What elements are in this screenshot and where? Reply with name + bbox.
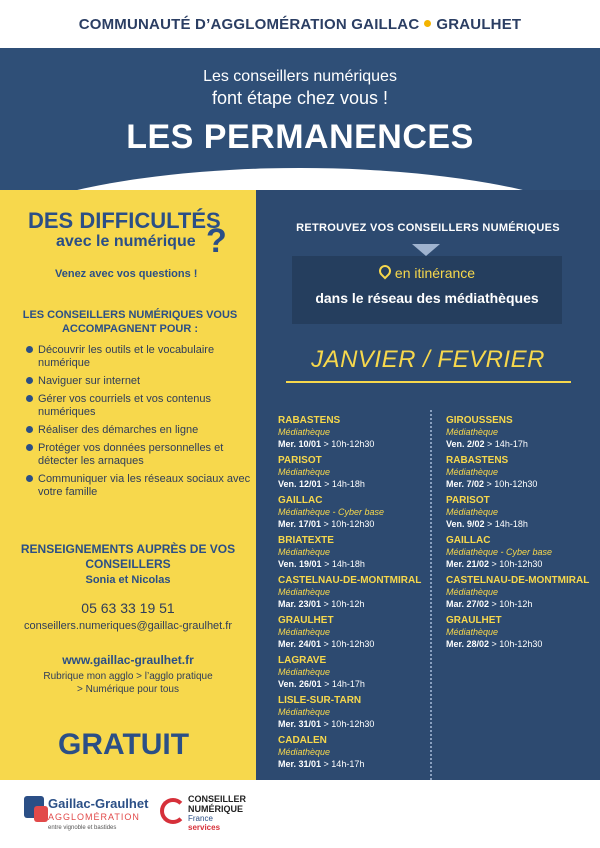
itinerance-line2: dans le réseau des médiathèques [315, 290, 539, 306]
org-name-right: GRAULHET [436, 15, 522, 33]
schedule-entry: LISLE-SUR-TARN Médiathèque Mer. 31/01 > 10h-12h30 [278, 695, 375, 729]
schedule-entry: BRIATEXTE Médiathèque Ven. 19/01 > 14h-18h [278, 535, 365, 569]
period-title: JANVIER / FEVRIER [311, 346, 545, 373]
schedule-entry: RABASTENS Médiathèque Mer. 7/02 > 10h-12h30 [446, 455, 538, 489]
rubrique-line2: > Numérique pour tous [76, 684, 179, 695]
top-banner [0, 0, 600, 48]
schedule-entry: CADALEN Médiathèque Mer. 31/01 > 14h-17h [278, 735, 365, 769]
bullet-icon [26, 395, 33, 402]
bullet-icon [26, 475, 33, 482]
conseiller-numerique-logo: CONSEILLER NUMÉRIQUE France services [160, 792, 280, 838]
bullet-icon [26, 444, 33, 451]
venez-text: Venez avec vos questions ! [55, 268, 198, 280]
triangle-down-icon [412, 244, 440, 256]
bullet-icon [26, 377, 33, 384]
website-link[interactable]: www.gaillac-graulhet.fr [62, 653, 194, 667]
schedule-entry: PARISOT Médiathèque Ven. 12/01 > 14h-18h [278, 455, 365, 489]
renseignements-heading: RENSEIGNEMENTS AUPRÈS DE VOS CONSEILLERS [20, 542, 236, 571]
schedule-entry: RABASTENS Médiathèque Mer. 10/01 > 10h-12h30 [278, 415, 375, 449]
header-line2: font étape chez vous ! [211, 88, 389, 108]
itinerance-line1: en itinérance [292, 265, 562, 281]
schedule-column-february [446, 415, 590, 655]
schedule-entry: GRAULHET Médiathèque Mer. 24/01 > 10h-12h30 [278, 615, 375, 649]
column-divider [430, 410, 432, 780]
schedule-entry: GIROUSSENS Médiathèque Ven. 2/02 > 14h-17h [446, 415, 528, 449]
list-item: Naviguer sur internet [26, 375, 254, 388]
advisor-names: Sonia et Nicolas [85, 574, 171, 586]
list-item: Gérer vos courriels et vos contenus numériques [26, 393, 254, 419]
gratuit-label: GRATUIT [58, 728, 190, 761]
accompagnent-heading: LES CONSEILLERS NUMÉRIQUES VOUS ACCOMPAGNENT POUR : [22, 309, 238, 335]
location-pin-icon [376, 263, 393, 280]
heading-numerique: avec le numérique [56, 233, 196, 250]
header-line1: Les conseillers numériques [203, 68, 397, 85]
schedule-entry: GRAULHET Médiathèque Mer. 28/02 > 10h-12h30 [446, 615, 543, 649]
phone-number[interactable]: 05 63 33 19 51 [81, 600, 175, 616]
rubrique-line1: Rubrique mon agglo > l’agglo pratique [43, 671, 213, 682]
schedule-entry: LAGRAVE Médiathèque Ven. 26/01 > 14h-17h [278, 655, 365, 689]
header [0, 48, 600, 198]
schedule-entry: GAILLAC Médiathèque - Cyber base Mer. 17/01 > 10h-12h30 [278, 495, 385, 529]
list-item: Protéger vos données personnelles et détecter les arnaques [26, 442, 254, 468]
schedule-entry: CASTELNAU-DE-MONTMIRAL Médiathèque Mar. 23/01 > 10h-12h [278, 575, 422, 609]
org-name-left: COMMUNAUTÉ D’AGGLOMÉRATION GAILLAC [78, 15, 420, 33]
separator-dot-icon [424, 20, 431, 27]
list-item: Réaliser des démarches en ligne [26, 424, 254, 437]
agglo-logo-accent-icon [34, 806, 48, 822]
email-link[interactable]: conseillers.numeriques@gaillac-graulhet.fr [23, 620, 233, 632]
period-underline [286, 381, 571, 383]
schedule-column-january [278, 415, 422, 775]
schedule-entry: GAILLAC Médiathèque - Cyber base Mer. 21/02 > 10h-12h30 [446, 535, 553, 569]
page-title: LES PERMANENCES [126, 118, 474, 156]
question-mark: ? [206, 222, 227, 260]
heading-difficultes: DES DIFFICULTÉS [28, 208, 221, 233]
bullet-icon [26, 426, 33, 433]
list-item: Communiquer via les réseaux sociaux avec votre famille [26, 473, 254, 499]
list-item: Découvrir les outils et le vocabulaire numérique [26, 344, 254, 370]
schedule-entry: PARISOT Médiathèque Ven. 9/02 > 14h-18h [446, 495, 528, 529]
retrouvez-heading: RETROUVEZ VOS CONSEILLERS NUMÉRIQUES [296, 222, 560, 234]
gaillac-graulhet-logo: Gaillac-Graulhet AGGLOMÉRATION entre vignoble et bastides [24, 792, 144, 838]
bullet-icon [26, 346, 33, 353]
services-list [26, 344, 254, 504]
conseiller-numerique-icon [160, 798, 186, 824]
schedule-entry: CASTELNAU-DE-MONTMIRAL Médiathèque Mar. 27/02 > 10h-12h [446, 575, 590, 609]
